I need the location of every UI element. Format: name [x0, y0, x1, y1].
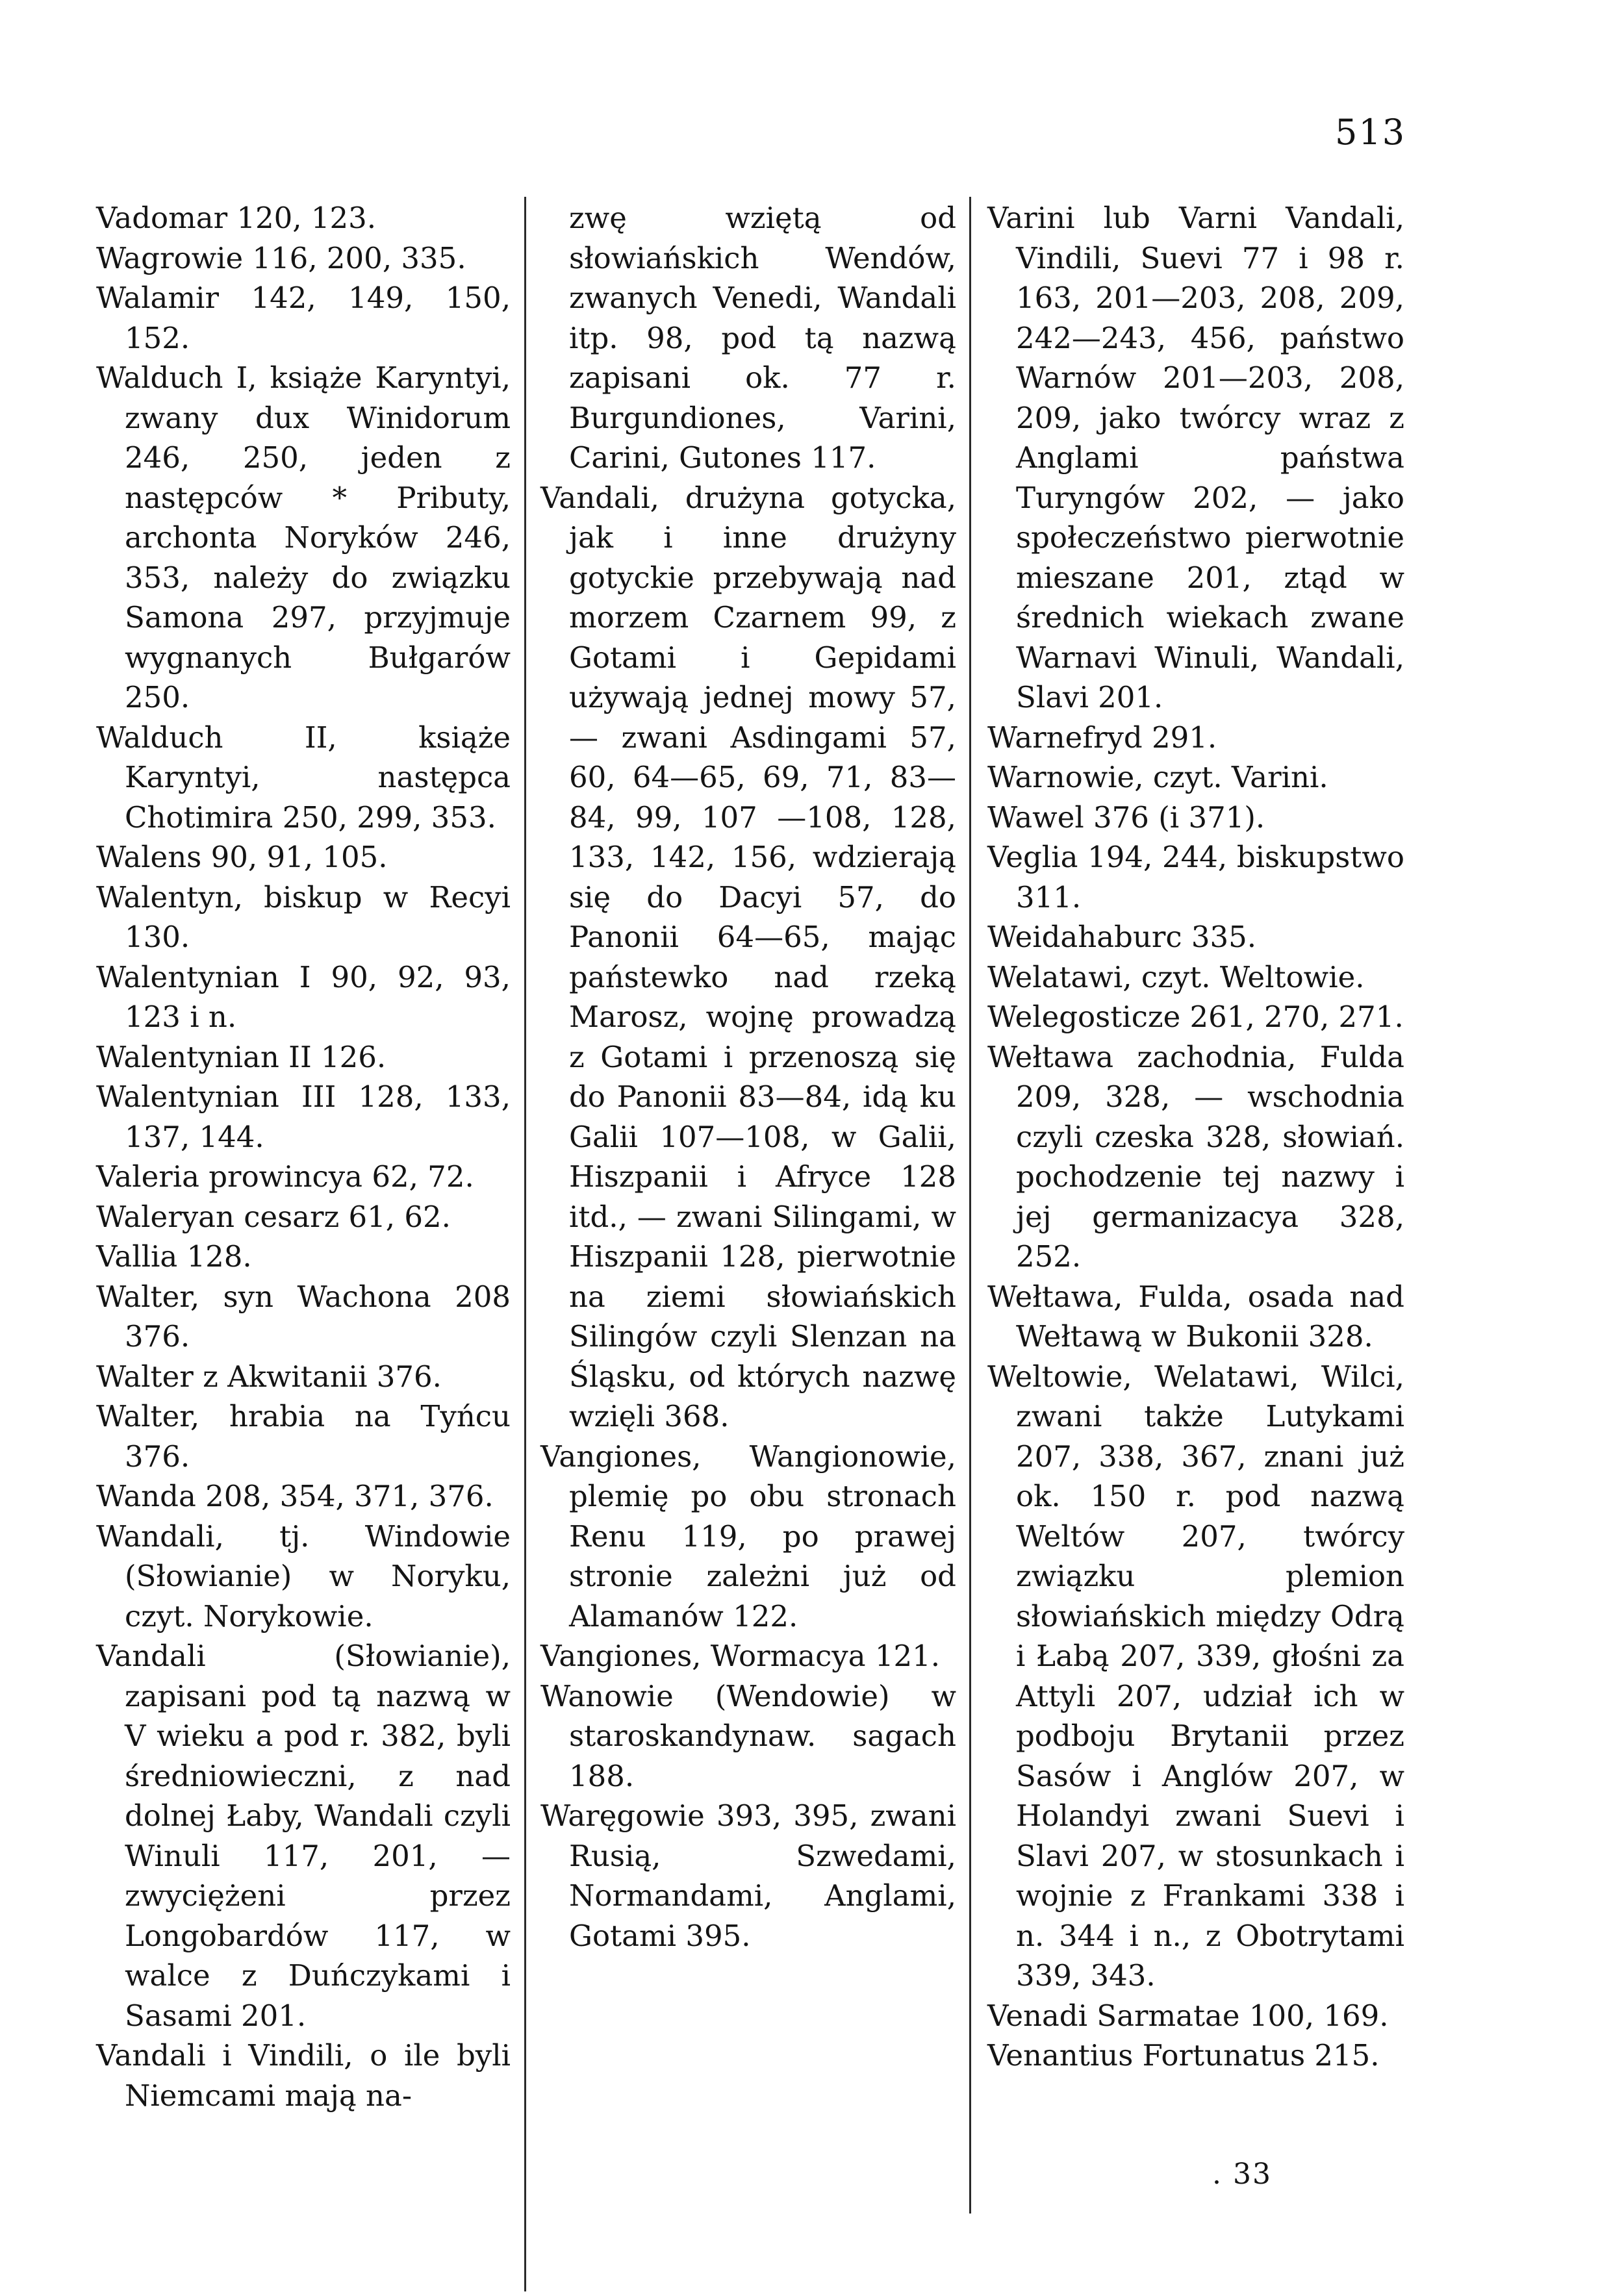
- index-entry: Walduch II, książe Karyntyi, następca Chotimira 250, 299, 353.: [96, 720, 511, 835]
- index-entry: Waręgowie 393, 395, zwani Rusią, Szwedami, Normandami, Anglami, Gotami 395.: [540, 1798, 956, 1953]
- index-column-1: [96, 198, 511, 2115]
- index-entry: Wawel 376 (i 371).: [987, 800, 1265, 835]
- index-entry: Walamir 142, 149, 150, 152.: [96, 281, 511, 355]
- index-entry: Weidahaburc 335.: [987, 920, 1257, 954]
- index-entry: Walens 90, 91, 105.: [96, 840, 388, 874]
- index-entry: Walter z Akwitanii 376.: [96, 1359, 442, 1394]
- index-entry: Vangiones, Wangionowie, plemię po obu stronach Renu 119, po prawej stronie zależni już od Alamanów 122.: [540, 1439, 956, 1634]
- index-entry: Vallia 128.: [96, 1239, 252, 1274]
- index-entry: Vandali (Słowianie), zapisani pod tą nazwą w V wieku a pod r. 382, byli średniowieczni, z nad dolnej Łaby, Wandali czyli Winuli 117, 201, — zwyciężeni przez Longobardów 117, w walce z Duńczykami i Sasami 201.: [96, 1639, 511, 2033]
- index-entry: Weltowie, Welatawi, Wilci, zwani także Lutykami 207, 338, 367, znani już ok. 150 r. pod nazwą Weltów 207, twórcy związku plemion słowiańskich między Odrą i Łabą 207, 339, głośni za Attyli 207, udział ich w podboju Brytanii przez Sasów i Anglów 207, w Holandyi zwani Suevi i Slavi 207, w stosunkach i wojnie z Frankami 338 i n. 344 i n., z Obotrytami 339, 343.: [987, 1359, 1404, 1993]
- index-entry: Valeria prowincya 62, 72.: [96, 1159, 474, 1194]
- column-divider: [524, 197, 526, 2291]
- index-entry: Venadi Sarmatae 100, 169.: [987, 1998, 1389, 2033]
- index-entry: Warnowie, czyt. Varini.: [987, 760, 1328, 794]
- index-entry: Vandali, drużyna gotycka, jak i inne drużyny gotyckie przebywają nad morzem Czarnem 99, z Gotami i Gepidami używają jednej mowy 57, — zwani Asdingami 57, 60, 64—65, 69, 71, 83—84, 99, 107 —108, 128, 133, 142, 156, wdzierają się do Dacyi 57, do Panonii 64—65, mając państewko nad rzeką Marosz, wojnę prowadzą z Gotami i przenoszą się do Panonii 83—84, idą ku Galii 107—108, w Galii, Hiszpanii i Afryce 128 itd., — zwani Silingami, w Hiszpanii 128, pierwotnie na ziemi słowiańskich Silingów czyli Slenzan na Śląsku, od których nazwę wzięli 368.: [540, 480, 956, 1433]
- index-entry: Wanowie (Wendowie) w staroskandynaw. sagach 188.: [540, 1678, 956, 1793]
- column-divider: [969, 197, 971, 2214]
- index-entry: Wandali, tj. Windowie (Słowianie) w Noryku, czyt. Norykowie.: [96, 1519, 511, 1634]
- index-column-2: [540, 198, 956, 1956]
- printer-signature-mark: . 33: [1212, 2158, 1272, 2191]
- index-entry: Walter, hrabia na Tyńcu 376.: [96, 1399, 511, 1474]
- index-entry: Venantius Fortunatus 215.: [987, 2038, 1380, 2073]
- index-entry: Walter, syn Wachona 208 376.: [96, 1279, 511, 1354]
- page-number: 513: [1335, 112, 1406, 153]
- index-entry: Wełtawa, Fulda, osada nad Wełtawą w Bukonii 328.: [987, 1279, 1404, 1354]
- index-entry: Warnefryd 291.: [987, 720, 1217, 755]
- index-entry: Vandali i Vindili, o ile byli Niemcami mają na-: [96, 2038, 511, 2113]
- index-entry: Waleryan cesarz 61, 62.: [96, 1199, 451, 1234]
- index-entry: Walentynian II 126.: [96, 1039, 387, 1074]
- index-entry: Vadomar 120, 123.: [96, 201, 377, 235]
- index-entry-continuation: zwę wziętą od słowiańskich Wendów, zwanych Venedi, Wandali itp. 98, pod tą nazwą zapisani ok. 77 r. Burgundiones, Varini, Carini, Gutones 117.: [569, 201, 956, 475]
- index-entry: Welatawi, czyt. Weltowie.: [987, 959, 1365, 994]
- index-entry: Vangiones, Wormacya 121.: [540, 1639, 941, 1673]
- index-entry: Veglia 194, 244, biskupstwo 311.: [987, 840, 1404, 915]
- index-entry: Varini lub Varni Vandali, Vindili, Suevi 77 i 98 r. 163, 201—203, 208, 209, 242—243, 456, państwo Warnów 201—203, 208, 209, jako twórcy wraz z Anglami państwa Turyngów 202, — jako społeczeństwo pierwotnie mieszane 201, ztąd w średnich wiekach zwane Warnavi Winuli, Wandali, Slavi 201.: [987, 201, 1404, 714]
- index-column-3: [987, 198, 1404, 2076]
- index-entry: Wagrowie 116, 200, 335.: [96, 240, 466, 275]
- index-entry: Walentynian I 90, 92, 93, 123 i n.: [96, 959, 511, 1034]
- index-entry: Walduch I, książe Karyntyi, zwany dux Winidorum 246, 250, jeden z następców * Pributy, archonta Noryków 246, 353, należy do związku Samona 297, przyjmuje wygnanych Bułgarów 250.: [96, 360, 511, 714]
- index-entry: Walentynian III 128, 133, 137, 144.: [96, 1079, 511, 1154]
- index-entry: Wełtawa zachodnia, Fulda 209, 328, — wschodnia czyli czeska 328, słowiań. pochodzenie tej nazwy i jej germanizacya 328, 252.: [987, 1039, 1404, 1274]
- index-entry: Walentyn, biskup w Recyi 130.: [96, 879, 511, 954]
- index-entry: Welegosticze 261, 270, 271.: [987, 1000, 1404, 1034]
- index-entry: Wanda 208, 354, 371, 376.: [96, 1479, 494, 1513]
